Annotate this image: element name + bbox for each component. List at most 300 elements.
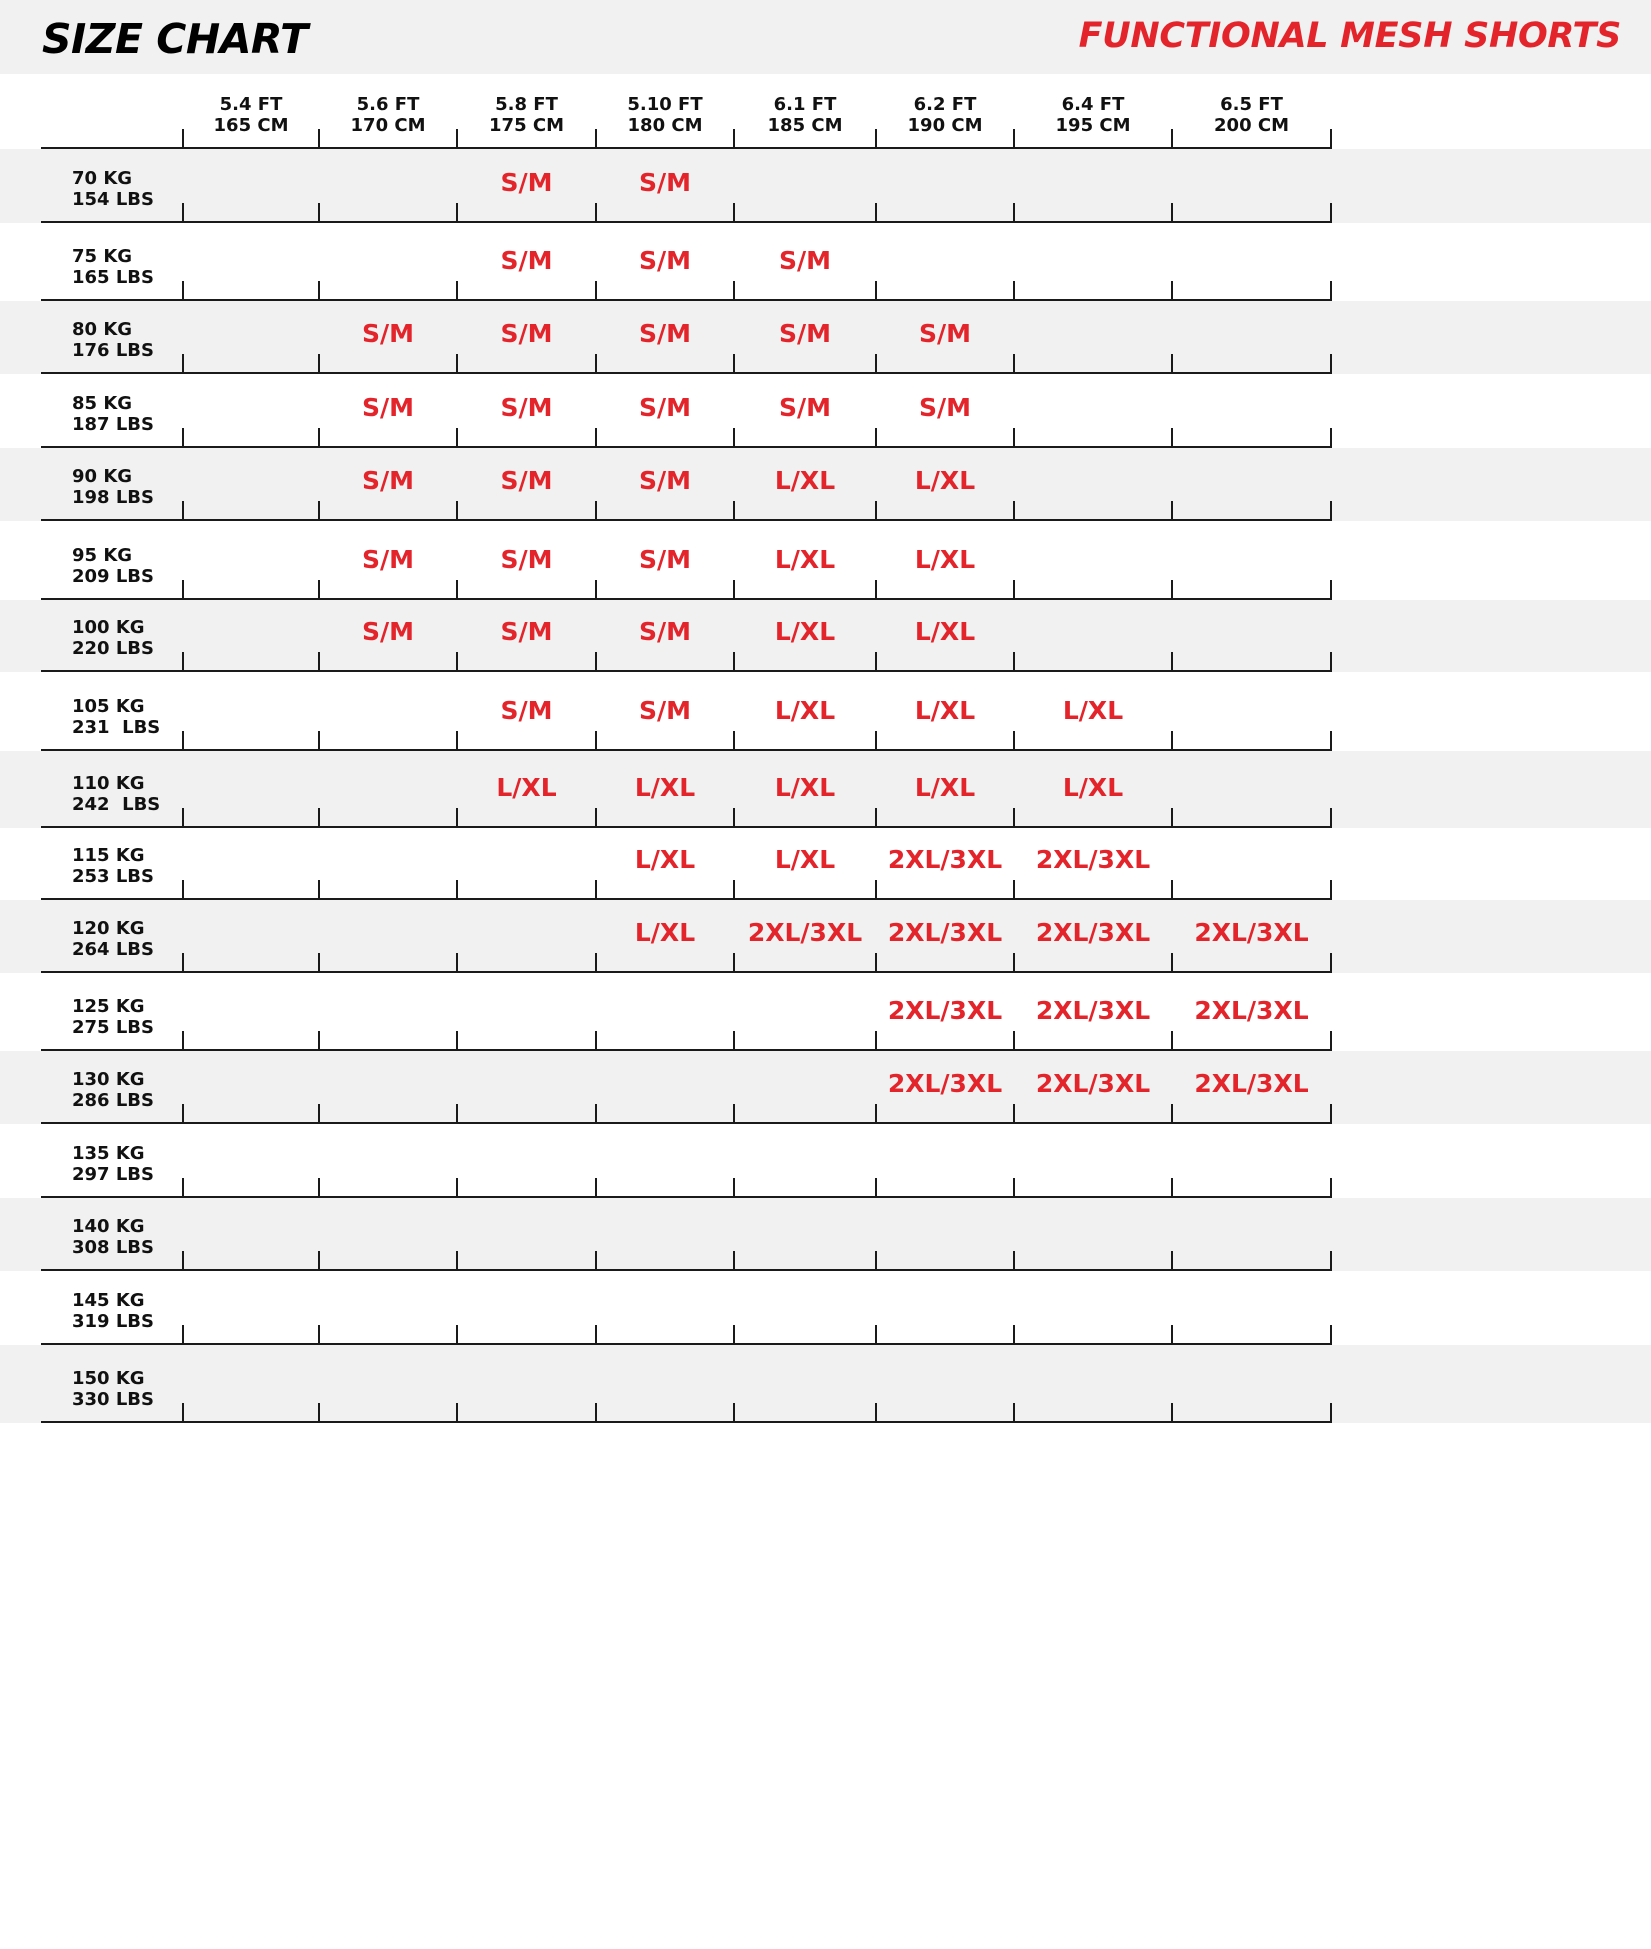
row-tick [1171, 1104, 1173, 1124]
height-column-header [457, 94, 596, 136]
weight-lbs: 308 LBS [72, 1237, 154, 1258]
row-tick [595, 580, 597, 600]
weight-lbs: 297 LBS [72, 1164, 154, 1185]
row-tick [1330, 354, 1332, 374]
weight-lbs: 176 LBS [72, 340, 154, 361]
size-cell: S/M [500, 617, 553, 646]
weight-row [0, 973, 1651, 1051]
row-tick [318, 808, 320, 828]
row-tick [1330, 203, 1332, 223]
row-tick [733, 880, 735, 900]
weight-row [0, 751, 1651, 828]
weight-label [72, 617, 154, 659]
row-tick [182, 1178, 184, 1198]
row-tick [1013, 1325, 1015, 1345]
row-tick [456, 281, 458, 301]
row-tick [456, 1031, 458, 1051]
size-cell: S/M [638, 168, 691, 197]
row-tick [733, 354, 735, 374]
row-tick [456, 953, 458, 973]
row-tick [1013, 281, 1015, 301]
height-cm: 200 CM [1214, 115, 1289, 136]
weight-lbs: 165 LBS [72, 267, 154, 288]
weight-kg: 80 KG [72, 319, 133, 340]
row-tick [875, 1031, 877, 1051]
size-cell: 2XL/3XL [1194, 996, 1309, 1025]
size-cell: S/M [778, 246, 831, 275]
row-tick [1013, 1251, 1015, 1271]
size-cell: S/M [500, 319, 553, 348]
height-column-header [734, 94, 876, 136]
size-cell: 2XL/3XL [1194, 918, 1309, 947]
row-tick [456, 428, 458, 448]
header-tick [1171, 129, 1173, 149]
row-tick [1330, 953, 1332, 973]
row-tick [1330, 1031, 1332, 1051]
height-ft: 6.2 FT [913, 94, 977, 115]
weight-lbs: 154 LBS [72, 189, 154, 210]
size-cell: S/M [638, 246, 691, 275]
size-cell: L/XL [634, 918, 696, 947]
row-tick [1171, 580, 1173, 600]
height-column-header [1172, 94, 1331, 136]
row-tick [456, 652, 458, 672]
row-tick [875, 953, 877, 973]
row-tick [595, 1031, 597, 1051]
weight-kg: 95 KG [72, 545, 133, 566]
size-cell: L/XL [1062, 773, 1124, 802]
weight-row [0, 1271, 1651, 1345]
weight-lbs: 242 LBS [72, 794, 161, 815]
height-column-header [596, 94, 734, 136]
height-column-header [183, 94, 319, 136]
row-tick [1330, 1325, 1332, 1345]
height-column-header [876, 94, 1014, 136]
weight-kg: 140 KG [72, 1216, 145, 1237]
size-cell: L/XL [914, 466, 976, 495]
row-tick [182, 580, 184, 600]
size-cell: 2XL/3XL [887, 845, 1003, 874]
row-tick [1171, 652, 1173, 672]
row-tick [456, 203, 458, 223]
row-tick [733, 203, 735, 223]
header-tick [595, 129, 597, 149]
row-tick [875, 354, 877, 374]
header-tick [182, 129, 184, 149]
row-tick [456, 731, 458, 751]
row-tick [1013, 1104, 1015, 1124]
row-tick [1171, 501, 1173, 521]
row-tick [733, 428, 735, 448]
row-tick [318, 1031, 320, 1051]
row-tick [1013, 1403, 1015, 1423]
weight-label [72, 246, 154, 288]
row-tick [733, 1251, 735, 1271]
size-cell: S/M [361, 466, 414, 495]
row-tick [1330, 1178, 1332, 1198]
row-tick [1330, 1251, 1332, 1271]
weight-lbs: 220 LBS [72, 638, 154, 659]
row-tick [595, 1104, 597, 1124]
weight-label [72, 773, 160, 815]
row-tick [875, 1104, 877, 1124]
row-tick [318, 501, 320, 521]
row-tick [1013, 580, 1015, 600]
row-tick [595, 652, 597, 672]
size-cell: 2XL/3XL [1035, 1069, 1151, 1098]
size-cell: L/XL [914, 773, 976, 802]
size-cell: L/XL [774, 617, 836, 646]
row-tick [318, 953, 320, 973]
size-cell: S/M [361, 545, 414, 574]
row-tick [318, 1403, 320, 1423]
weight-label [72, 466, 154, 508]
row-tick [182, 501, 184, 521]
size-cell: S/M [638, 696, 691, 725]
size-cell: L/XL [634, 845, 696, 874]
row-tick [1330, 808, 1332, 828]
weight-label [72, 845, 154, 887]
size-cell: 2XL/3XL [1035, 918, 1151, 947]
weight-row [0, 1198, 1651, 1271]
row-tick [1171, 1251, 1173, 1271]
weight-label [72, 168, 154, 210]
size-cell: 2XL/3XL [1035, 845, 1151, 874]
header-tick [1013, 129, 1015, 149]
weight-row [0, 374, 1651, 448]
size-cell: S/M [500, 696, 553, 725]
row-tick [182, 354, 184, 374]
height-cm: 185 CM [767, 115, 843, 136]
weight-lbs: 264 LBS [72, 939, 154, 960]
row-tick [318, 1104, 320, 1124]
row-tick [182, 281, 184, 301]
row-tick [1171, 1031, 1173, 1051]
row-tick [318, 1251, 320, 1271]
row-tick [1171, 281, 1173, 301]
size-cell: 2XL/3XL [887, 1069, 1003, 1098]
row-tick [875, 1178, 877, 1198]
size-cell: L/XL [774, 466, 836, 495]
weight-lbs: 286 LBS [72, 1090, 154, 1111]
row-tick [1013, 731, 1015, 751]
size-cell: S/M [361, 319, 414, 348]
row-tick [1171, 354, 1173, 374]
weight-kg: 135 KG [72, 1143, 145, 1164]
weight-row [0, 1124, 1651, 1198]
size-cell: S/M [638, 466, 691, 495]
row-tick [595, 1251, 597, 1271]
size-cell: S/M [638, 319, 691, 348]
weight-label [72, 996, 154, 1038]
row-tick [1171, 1178, 1173, 1198]
row-tick [595, 203, 597, 223]
row-tick [318, 731, 320, 751]
row-tick [875, 652, 877, 672]
weight-row [0, 1345, 1651, 1423]
row-tick [733, 1325, 735, 1345]
size-chart-table [0, 74, 1651, 1423]
row-tick [182, 1403, 184, 1423]
weight-lbs: 231 LBS [72, 717, 161, 738]
height-cm: 195 CM [1055, 115, 1131, 136]
row-tick [456, 354, 458, 374]
weight-kg: 75 KG [72, 246, 133, 267]
height-ft: 5.10 FT [627, 94, 703, 115]
weight-kg: 105 KG [72, 696, 145, 717]
row-tick [182, 808, 184, 828]
size-cell: S/M [638, 617, 691, 646]
size-cell: L/XL [914, 617, 976, 646]
size-cell: S/M [638, 545, 691, 574]
height-ft: 5.6 FT [356, 94, 420, 115]
row-tick [875, 428, 877, 448]
row-tick [875, 1403, 877, 1423]
row-tick [595, 428, 597, 448]
row-tick [733, 1104, 735, 1124]
height-ft: 6.4 FT [1061, 94, 1125, 115]
row-tick [1330, 652, 1332, 672]
weight-label [72, 1368, 154, 1410]
row-tick [1013, 880, 1015, 900]
row-tick [1330, 731, 1332, 751]
height-ft: 5.8 FT [495, 94, 558, 115]
weight-kg: 90 KG [72, 466, 133, 487]
size-cell: S/M [500, 466, 553, 495]
size-cell: 2XL/3XL [887, 918, 1003, 947]
weight-lbs: 187 LBS [72, 414, 154, 435]
row-tick [595, 1178, 597, 1198]
weight-label [72, 918, 154, 960]
row-tick [318, 354, 320, 374]
weight-row [0, 149, 1651, 223]
row-tick [733, 1403, 735, 1423]
row-tick [875, 808, 877, 828]
row-tick [733, 652, 735, 672]
row-tick [182, 953, 184, 973]
row-tick [318, 428, 320, 448]
row-tick [318, 1325, 320, 1345]
size-cell: S/M [918, 393, 971, 422]
row-tick [182, 1251, 184, 1271]
weight-label [72, 393, 154, 435]
row-tick [1013, 1178, 1015, 1198]
row-line [41, 1421, 1331, 1423]
weight-kg: 100 KG [72, 617, 145, 638]
weight-label [72, 319, 154, 361]
row-tick [595, 501, 597, 521]
height-ft: 5.4 FT [219, 94, 283, 115]
weight-lbs: 330 LBS [72, 1389, 154, 1410]
row-tick [456, 580, 458, 600]
size-cell: L/XL [496, 773, 557, 802]
row-tick [595, 808, 597, 828]
size-cell: L/XL [774, 773, 836, 802]
weight-kg: 150 KG [72, 1368, 145, 1389]
weight-kg: 110 KG [72, 773, 145, 794]
row-tick [318, 281, 320, 301]
row-tick [1171, 880, 1173, 900]
size-cell: S/M [778, 319, 831, 348]
row-tick [733, 580, 735, 600]
row-tick [595, 953, 597, 973]
row-tick [595, 281, 597, 301]
weight-kg: 125 KG [72, 996, 145, 1017]
size-cell: L/XL [914, 696, 976, 725]
weight-row [0, 1051, 1651, 1124]
size-cell: 2XL/3XL [887, 996, 1003, 1025]
weight-row [0, 828, 1651, 900]
weight-row [0, 672, 1651, 751]
row-tick [1171, 428, 1173, 448]
row-tick [1171, 808, 1173, 828]
row-tick [733, 501, 735, 521]
size-cell: S/M [500, 168, 553, 197]
row-tick [875, 880, 877, 900]
size-cell: L/XL [914, 545, 976, 574]
height-ft: 6.5 FT [1220, 94, 1283, 115]
row-tick [318, 1178, 320, 1198]
height-cm: 180 CM [627, 115, 703, 136]
weight-kg: 130 KG [72, 1069, 145, 1090]
weight-lbs: 319 LBS [72, 1311, 154, 1332]
size-cell: L/XL [634, 773, 696, 802]
row-tick [1013, 808, 1015, 828]
weight-lbs: 253 LBS [72, 866, 154, 887]
row-tick [875, 203, 877, 223]
row-tick [1330, 501, 1332, 521]
row-tick [1013, 652, 1015, 672]
row-tick [318, 652, 320, 672]
row-tick [733, 731, 735, 751]
page-title: SIZE CHART [42, 15, 308, 63]
row-tick [1171, 1403, 1173, 1423]
header-tick [875, 129, 877, 149]
weight-lbs: 275 LBS [72, 1017, 154, 1038]
row-tick [456, 808, 458, 828]
row-tick [456, 1403, 458, 1423]
row-tick [456, 880, 458, 900]
size-cell: 2XL/3XL [1194, 1069, 1309, 1098]
row-tick [456, 501, 458, 521]
row-tick [875, 1325, 877, 1345]
header-tick [318, 129, 320, 149]
row-tick [1013, 501, 1015, 521]
row-tick [182, 428, 184, 448]
header-tick [456, 129, 458, 149]
height-column-header [1014, 94, 1172, 136]
size-cell: S/M [918, 319, 971, 348]
weight-kg: 145 KG [72, 1290, 145, 1311]
row-tick [1171, 203, 1173, 223]
row-tick [1330, 880, 1332, 900]
height-cm: 170 CM [350, 115, 426, 136]
weight-label [72, 1069, 154, 1111]
row-tick [875, 501, 877, 521]
size-cell: 2XL/3XL [747, 918, 863, 947]
weight-row [0, 223, 1651, 301]
row-tick [733, 1178, 735, 1198]
height-cm: 175 CM [489, 115, 564, 136]
row-tick [1013, 428, 1015, 448]
product-name: FUNCTIONAL MESH SHORTS [1078, 16, 1621, 56]
row-tick [318, 580, 320, 600]
row-tick [1171, 1325, 1173, 1345]
row-tick [456, 1178, 458, 1198]
row-tick [733, 281, 735, 301]
weight-row [0, 900, 1651, 973]
row-tick [1013, 953, 1015, 973]
row-tick [182, 731, 184, 751]
row-tick [456, 1104, 458, 1124]
weight-row [0, 301, 1651, 374]
size-cell: L/XL [774, 845, 836, 874]
chart-header [0, 0, 1651, 74]
row-tick [1330, 1104, 1332, 1124]
size-cell: S/M [638, 393, 691, 422]
size-cell: S/M [361, 393, 414, 422]
header-tick [1330, 129, 1332, 149]
row-tick [1330, 1403, 1332, 1423]
size-cell: S/M [500, 393, 553, 422]
row-tick [733, 1031, 735, 1051]
row-tick [182, 1104, 184, 1124]
row-tick [1171, 953, 1173, 973]
weight-label [72, 1290, 154, 1332]
weight-kg: 115 KG [72, 845, 145, 866]
row-tick [595, 731, 597, 751]
height-cm: 190 CM [907, 115, 983, 136]
row-tick [318, 880, 320, 900]
height-header-row [0, 74, 1651, 149]
weight-row [0, 448, 1651, 521]
size-cell: S/M [500, 545, 553, 574]
weight-kg: 85 KG [72, 393, 133, 414]
weight-lbs: 209 LBS [72, 566, 154, 587]
row-tick [182, 880, 184, 900]
row-tick [1330, 281, 1332, 301]
height-ft: 6.1 FT [773, 94, 837, 115]
row-tick [1013, 354, 1015, 374]
row-tick [182, 203, 184, 223]
row-tick [318, 203, 320, 223]
row-tick [595, 1403, 597, 1423]
weight-label [72, 1143, 154, 1185]
weight-kg: 70 KG [72, 168, 133, 189]
size-cell: L/XL [1062, 696, 1124, 725]
weight-label [72, 545, 154, 587]
weight-label [72, 696, 160, 738]
row-tick [733, 808, 735, 828]
size-cell: L/XL [774, 696, 836, 725]
row-tick [1013, 203, 1015, 223]
weight-row [0, 600, 1651, 672]
size-cell: S/M [778, 393, 831, 422]
row-tick [456, 1251, 458, 1271]
weight-lbs: 198 LBS [72, 487, 154, 508]
row-tick [182, 1031, 184, 1051]
row-tick [875, 731, 877, 751]
row-tick [875, 1251, 877, 1271]
size-cell: S/M [361, 617, 414, 646]
row-tick [182, 652, 184, 672]
weight-row [0, 521, 1651, 600]
weight-kg: 120 KG [72, 918, 145, 939]
row-tick [875, 281, 877, 301]
height-column-header [319, 94, 457, 136]
size-cell: 2XL/3XL [1035, 996, 1151, 1025]
weight-label [72, 1216, 154, 1258]
